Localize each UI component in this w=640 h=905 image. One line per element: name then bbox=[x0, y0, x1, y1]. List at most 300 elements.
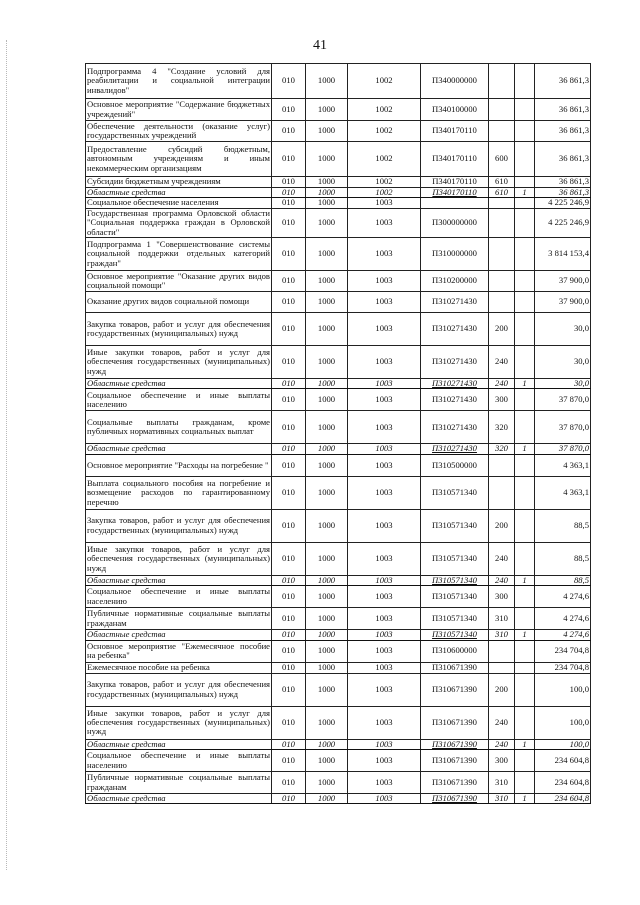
subsection-code: 1003 bbox=[348, 586, 421, 608]
target-article-code: П310671390 bbox=[421, 750, 489, 772]
target-article-code bbox=[421, 198, 489, 208]
subsection-code: 1003 bbox=[348, 575, 421, 585]
expense-type-code: 200 bbox=[489, 673, 515, 706]
subsection-code: 1003 bbox=[348, 739, 421, 749]
funding-source-code bbox=[515, 608, 535, 630]
expense-type-code: 300 bbox=[489, 750, 515, 772]
expense-name: Социальные выплаты гражданам, кроме публичных нормативных социальных выплат bbox=[86, 411, 272, 444]
table-row bbox=[86, 411, 591, 444]
funding-source-code bbox=[515, 64, 535, 99]
amount: 234 604,8 bbox=[535, 750, 591, 772]
section-code: 1000 bbox=[306, 794, 348, 804]
expense-name: Подпрограмма 4 "Создание условий для реабилитации и социальной интеграции инвалидов" bbox=[86, 64, 272, 99]
expense-name: Предоставление субсидий бюджетным, автономным учреждениям и иным некоммерческим организациям bbox=[86, 142, 272, 177]
table-row bbox=[86, 575, 591, 585]
ministry-code: 010 bbox=[272, 389, 306, 411]
target-article-code: П310571340 bbox=[421, 586, 489, 608]
ministry-code: 010 bbox=[272, 198, 306, 208]
subsection-code: 1003 bbox=[348, 608, 421, 630]
funding-source-code bbox=[515, 313, 535, 346]
funding-source-code bbox=[515, 271, 535, 292]
subsection-code: 1003 bbox=[348, 198, 421, 208]
table-row bbox=[86, 586, 591, 608]
subsection-code: 1002 bbox=[348, 188, 421, 198]
section-code: 1000 bbox=[306, 575, 348, 585]
section-code: 1000 bbox=[306, 586, 348, 608]
table-row bbox=[86, 177, 591, 188]
table-row bbox=[86, 640, 591, 662]
funding-source-code: 1 bbox=[515, 575, 535, 585]
subsection-code: 1003 bbox=[348, 509, 421, 542]
subsection-code: 1003 bbox=[348, 640, 421, 662]
section-code: 1000 bbox=[306, 238, 348, 271]
target-article-code: П310271430 bbox=[421, 292, 489, 313]
target-article-code: П310200000 bbox=[421, 271, 489, 292]
expense-type-code: 310 bbox=[489, 772, 515, 794]
target-article-code: П340170110 bbox=[421, 121, 489, 142]
subsection-code: 1003 bbox=[348, 542, 421, 575]
ministry-code: 010 bbox=[272, 772, 306, 794]
target-article-code: П310571340 bbox=[421, 509, 489, 542]
expense-name: Подпрограмма 1 "Совершенствование системы социальной поддержки отдельных категорий граждан" bbox=[86, 238, 272, 271]
expense-type-code bbox=[489, 198, 515, 208]
expense-type-code: 310 bbox=[489, 630, 515, 640]
page-number: 41 bbox=[313, 38, 327, 53]
funding-source-code bbox=[515, 198, 535, 208]
expense-name: Закупка товаров, работ и услуг для обеспечения государственных (муниципальных) нужд bbox=[86, 673, 272, 706]
section-code: 1000 bbox=[306, 706, 348, 739]
funding-source-code bbox=[515, 121, 535, 142]
expense-type-code: 600 bbox=[489, 142, 515, 177]
subsection-code: 1002 bbox=[348, 177, 421, 188]
amount: 4 363,1 bbox=[535, 476, 591, 509]
subsection-code: 1003 bbox=[348, 706, 421, 739]
expense-type-code bbox=[489, 292, 515, 313]
target-article-code: П310271430 bbox=[421, 389, 489, 411]
subsection-code: 1003 bbox=[348, 389, 421, 411]
section-code: 1000 bbox=[306, 476, 348, 509]
expense-type-code: 240 bbox=[489, 706, 515, 739]
section-code: 1000 bbox=[306, 630, 348, 640]
section-code: 1000 bbox=[306, 542, 348, 575]
amount: 30,0 bbox=[535, 379, 591, 389]
subsection-code: 1003 bbox=[348, 662, 421, 673]
funding-source-code bbox=[515, 389, 535, 411]
funding-source-code bbox=[515, 750, 535, 772]
section-code: 1000 bbox=[306, 608, 348, 630]
subsection-code: 1002 bbox=[348, 121, 421, 142]
subsection-code: 1003 bbox=[348, 379, 421, 389]
table-row bbox=[86, 64, 591, 99]
section-code: 1000 bbox=[306, 673, 348, 706]
section-code: 1000 bbox=[306, 346, 348, 379]
target-article-code: П310500000 bbox=[421, 454, 489, 476]
expense-name: Областные средства bbox=[86, 379, 272, 389]
expense-type-code: 240 bbox=[489, 379, 515, 389]
ministry-code: 010 bbox=[272, 238, 306, 271]
ministry-code: 010 bbox=[272, 542, 306, 575]
expense-type-code bbox=[489, 662, 515, 673]
amount: 36 861,3 bbox=[535, 99, 591, 121]
amount: 3 814 153,4 bbox=[535, 238, 591, 271]
ministry-code: 010 bbox=[272, 99, 306, 121]
expense-name: Социальное обеспечение населения bbox=[86, 198, 272, 208]
funding-source-code: 1 bbox=[515, 739, 535, 749]
expense-name: Субсидии бюджетным учреждениям bbox=[86, 177, 272, 188]
expense-type-code: 240 bbox=[489, 575, 515, 585]
target-article-code: П310571340 bbox=[421, 630, 489, 640]
table-row bbox=[86, 271, 591, 292]
ministry-code: 010 bbox=[272, 142, 306, 177]
target-article-code: П310671390 bbox=[421, 662, 489, 673]
expense-name: Основное мероприятие "Оказание других видов социальной помощи" bbox=[87, 270, 270, 291]
amount: 30,0 bbox=[535, 346, 591, 379]
section-code: 1000 bbox=[306, 188, 348, 198]
amount: 37 900,0 bbox=[535, 271, 591, 292]
expense-type-code bbox=[489, 121, 515, 142]
expense-type-code: 300 bbox=[489, 586, 515, 608]
table-row bbox=[86, 454, 591, 476]
target-article-code: П310671390 bbox=[421, 794, 489, 804]
amount: 4 274,6 bbox=[535, 630, 591, 640]
funding-source-code bbox=[515, 640, 535, 662]
section-code: 1000 bbox=[306, 444, 348, 454]
table-row bbox=[86, 292, 591, 313]
amount: 88,5 bbox=[535, 509, 591, 542]
section-code: 1000 bbox=[306, 64, 348, 99]
subsection-code: 1003 bbox=[348, 313, 421, 346]
funding-source-code bbox=[515, 509, 535, 542]
table-row bbox=[86, 313, 591, 346]
subsection-code: 1003 bbox=[348, 208, 421, 237]
ministry-code: 010 bbox=[272, 346, 306, 379]
expense-type-code: 200 bbox=[489, 313, 515, 346]
table-row bbox=[86, 608, 591, 630]
expense-type-code bbox=[489, 640, 515, 662]
expense-name: Выплата социального пособия на погребение и возмещение расходов по гарантированному перечню bbox=[86, 476, 272, 509]
target-article-code: П310271430 bbox=[421, 411, 489, 444]
amount: 100,0 bbox=[535, 739, 591, 749]
target-article-code: П310571340 bbox=[421, 476, 489, 509]
target-article-code: П310571340 bbox=[421, 608, 489, 630]
table-row bbox=[86, 188, 591, 198]
ministry-code: 010 bbox=[272, 586, 306, 608]
ministry-code: 010 bbox=[272, 292, 306, 313]
section-code: 1000 bbox=[306, 662, 348, 673]
target-article-code: П310571340 bbox=[421, 575, 489, 585]
amount: 234 704,8 bbox=[535, 662, 591, 673]
amount: 37 870,0 bbox=[535, 411, 591, 444]
expense-name: Областные средства bbox=[86, 188, 272, 198]
table-row bbox=[86, 379, 591, 389]
amount: 37 900,0 bbox=[535, 292, 591, 313]
ministry-code: 010 bbox=[272, 640, 306, 662]
target-article-code: П310271430 bbox=[421, 313, 489, 346]
amount: 37 870,0 bbox=[535, 389, 591, 411]
subsection-code: 1003 bbox=[348, 476, 421, 509]
subsection-code: 1003 bbox=[348, 630, 421, 640]
funding-source-code bbox=[515, 706, 535, 739]
expense-name: Областные средства bbox=[86, 575, 272, 585]
table-row bbox=[86, 542, 591, 575]
subsection-code: 1003 bbox=[348, 454, 421, 476]
table-row bbox=[86, 739, 591, 749]
expense-name: Основное мероприятие "Содержание бюджетных учреждений" bbox=[87, 99, 270, 119]
expense-type-code bbox=[489, 238, 515, 271]
ministry-code: 010 bbox=[272, 208, 306, 237]
amount: 4 225 246,9 bbox=[535, 198, 591, 208]
section-code: 1000 bbox=[306, 389, 348, 411]
funding-source-code bbox=[515, 586, 535, 608]
table-row bbox=[86, 706, 591, 739]
subsection-code: 1003 bbox=[348, 794, 421, 804]
target-article-code: П340000000 bbox=[421, 64, 489, 99]
amount: 4 274,6 bbox=[535, 586, 591, 608]
ministry-code: 010 bbox=[272, 188, 306, 198]
ministry-code: 010 bbox=[272, 64, 306, 99]
amount: 234 604,8 bbox=[535, 772, 591, 794]
expense-type-code bbox=[489, 99, 515, 121]
ministry-code: 010 bbox=[272, 313, 306, 346]
subsection-code: 1002 bbox=[348, 99, 421, 121]
section-code: 1000 bbox=[306, 379, 348, 389]
expense-name: Социальное обеспечение и иные выплаты населению bbox=[87, 750, 270, 770]
expense-name: Иные закупки товаров, работ и услуг для обеспечения государственных (муниципальных) нужд bbox=[86, 706, 272, 739]
amount: 88,5 bbox=[535, 575, 591, 585]
section-code: 1000 bbox=[306, 177, 348, 188]
section-code: 1000 bbox=[306, 271, 348, 292]
table-row bbox=[86, 750, 591, 772]
target-article-code: П340170110 bbox=[421, 142, 489, 177]
funding-source-code: 1 bbox=[515, 188, 535, 198]
target-article-code: П310271430 bbox=[421, 444, 489, 454]
amount: 36 861,3 bbox=[535, 188, 591, 198]
table-row bbox=[86, 198, 591, 208]
target-article-code: П300000000 bbox=[421, 208, 489, 237]
funding-source-code bbox=[515, 208, 535, 237]
table-row bbox=[86, 476, 591, 509]
section-code: 1000 bbox=[306, 292, 348, 313]
amount: 30,0 bbox=[535, 313, 591, 346]
section-code: 1000 bbox=[306, 142, 348, 177]
ministry-code: 010 bbox=[272, 794, 306, 804]
table-row bbox=[86, 346, 591, 379]
amount: 4 274,6 bbox=[535, 608, 591, 630]
ministry-code: 010 bbox=[272, 454, 306, 476]
expense-name: Публичные нормативные социальные выплаты гражданам bbox=[87, 608, 270, 628]
expense-type-code: 310 bbox=[489, 608, 515, 630]
ministry-code: 010 bbox=[272, 739, 306, 749]
ministry-code: 010 bbox=[272, 662, 306, 673]
expense-name: Областные средства bbox=[86, 739, 272, 749]
amount: 36 861,3 bbox=[535, 64, 591, 99]
ministry-code: 010 bbox=[272, 411, 306, 444]
funding-source-code bbox=[515, 99, 535, 121]
funding-source-code: 1 bbox=[515, 379, 535, 389]
funding-source-code: 1 bbox=[515, 630, 535, 640]
expense-name: Основное мероприятие "Ежемесячное пособие на ребенка" bbox=[87, 640, 270, 661]
table-row bbox=[86, 444, 591, 454]
target-article-code: П340170110 bbox=[421, 177, 489, 188]
amount: 37 870,0 bbox=[535, 444, 591, 454]
target-article-code: П310600000 bbox=[421, 640, 489, 662]
funding-source-code bbox=[515, 346, 535, 379]
table-row bbox=[86, 121, 591, 142]
scan-edge-marks bbox=[6, 40, 8, 870]
section-code: 1000 bbox=[306, 121, 348, 142]
expense-name: Закупка товаров, работ и услуг для обеспечения государственных (муниципальных) нужд bbox=[86, 509, 272, 542]
budget-table bbox=[85, 63, 591, 804]
amount: 234 704,8 bbox=[535, 640, 591, 662]
ministry-code: 010 bbox=[272, 509, 306, 542]
section-code: 1000 bbox=[306, 509, 348, 542]
subsection-code: 1003 bbox=[348, 772, 421, 794]
amount: 36 861,3 bbox=[535, 121, 591, 142]
expense-name: Областные средства bbox=[86, 630, 272, 640]
amount: 36 861,3 bbox=[535, 177, 591, 188]
funding-source-code bbox=[515, 411, 535, 444]
subsection-code: 1002 bbox=[348, 64, 421, 99]
target-article-code: П310671390 bbox=[421, 739, 489, 749]
subsection-code: 1003 bbox=[348, 292, 421, 313]
amount: 36 861,3 bbox=[535, 142, 591, 177]
expense-name: Ежемесячное пособие на ребенка bbox=[86, 662, 272, 673]
expense-type-code bbox=[489, 271, 515, 292]
expense-type-code: 320 bbox=[489, 411, 515, 444]
subsection-code: 1003 bbox=[348, 411, 421, 444]
table-row bbox=[86, 142, 591, 177]
ministry-code: 010 bbox=[272, 706, 306, 739]
expense-name: Основное мероприятие "Расходы на погребение " bbox=[86, 454, 272, 476]
table-row bbox=[86, 99, 591, 121]
section-code: 1000 bbox=[306, 411, 348, 444]
table-row bbox=[86, 772, 591, 794]
section-code: 1000 bbox=[306, 454, 348, 476]
ministry-code: 010 bbox=[272, 121, 306, 142]
target-article-code: П340100000 bbox=[421, 99, 489, 121]
section-code: 1000 bbox=[306, 640, 348, 662]
table-row bbox=[86, 662, 591, 673]
ministry-code: 010 bbox=[272, 476, 306, 509]
subsection-code: 1002 bbox=[348, 142, 421, 177]
section-code: 1000 bbox=[306, 750, 348, 772]
amount: 4 363,1 bbox=[535, 454, 591, 476]
expense-type-code: 300 bbox=[489, 389, 515, 411]
expense-name: Закупка товаров, работ и услуг для обеспечения государственных (муниципальных) нужд bbox=[86, 313, 272, 346]
amount: 100,0 bbox=[535, 673, 591, 706]
expense-name: Социальное обеспечение и иные выплаты населению bbox=[87, 586, 270, 606]
expense-name: Обеспечение деятельности (оказание услуг) государственных учреждений bbox=[87, 120, 270, 140]
target-article-code: П310271430 bbox=[421, 346, 489, 379]
section-code: 1000 bbox=[306, 99, 348, 121]
expense-type-code: 320 bbox=[489, 444, 515, 454]
ministry-code: 010 bbox=[272, 271, 306, 292]
target-article-code: П310671390 bbox=[421, 772, 489, 794]
subsection-code: 1003 bbox=[348, 346, 421, 379]
ministry-code: 010 bbox=[272, 379, 306, 389]
section-code: 1000 bbox=[306, 772, 348, 794]
expense-name: Областные средства bbox=[86, 794, 272, 804]
ministry-code: 010 bbox=[272, 444, 306, 454]
table-row bbox=[86, 389, 591, 411]
table-row bbox=[86, 673, 591, 706]
subsection-code: 1003 bbox=[348, 750, 421, 772]
amount: 88,5 bbox=[535, 542, 591, 575]
expense-type-code: 240 bbox=[489, 346, 515, 379]
funding-source-code: 1 bbox=[515, 444, 535, 454]
expense-type-code: 610 bbox=[489, 177, 515, 188]
section-code: 1000 bbox=[306, 208, 348, 237]
target-article-code: П310671390 bbox=[421, 673, 489, 706]
section-code: 1000 bbox=[306, 313, 348, 346]
funding-source-code bbox=[515, 673, 535, 706]
expense-type-code: 200 bbox=[489, 509, 515, 542]
expense-name: Иные закупки товаров, работ и услуг для обеспечения государственных (муниципальных) нужд bbox=[86, 542, 272, 575]
funding-source-code bbox=[515, 238, 535, 271]
ministry-code: 010 bbox=[272, 177, 306, 188]
funding-source-code: 1 bbox=[515, 794, 535, 804]
expense-name: Иные закупки товаров, работ и услуг для обеспечения государственных (муниципальных) нужд bbox=[86, 346, 272, 379]
funding-source-code bbox=[515, 177, 535, 188]
funding-source-code bbox=[515, 292, 535, 313]
expense-type-code: 240 bbox=[489, 739, 515, 749]
ministry-code: 010 bbox=[272, 575, 306, 585]
section-code: 1000 bbox=[306, 739, 348, 749]
funding-source-code bbox=[515, 142, 535, 177]
ministry-code: 010 bbox=[272, 673, 306, 706]
expense-type-code bbox=[489, 476, 515, 509]
amount: 4 225 246,9 bbox=[535, 208, 591, 237]
expense-name: Социальное обеспечение и иные выплаты населению bbox=[87, 389, 270, 409]
ministry-code: 010 bbox=[272, 630, 306, 640]
expense-name: Оказание других видов социальной помощи bbox=[86, 292, 272, 313]
expense-name: Государственная программа Орловской области "Социальная поддержка граждан в Орловской области" bbox=[87, 207, 270, 237]
subsection-code: 1003 bbox=[348, 673, 421, 706]
target-article-code: П310000000 bbox=[421, 238, 489, 271]
target-article-code: П310271430 bbox=[421, 379, 489, 389]
amount: 234 604,8 bbox=[535, 794, 591, 804]
table-row bbox=[86, 794, 591, 804]
target-article-code: П310571340 bbox=[421, 542, 489, 575]
target-article-code: П340170110 bbox=[421, 188, 489, 198]
target-article-code: П310671390 bbox=[421, 706, 489, 739]
table-row bbox=[86, 208, 591, 237]
ministry-code: 010 bbox=[272, 608, 306, 630]
expense-type-code: 310 bbox=[489, 794, 515, 804]
expense-type-code bbox=[489, 208, 515, 237]
subsection-code: 1003 bbox=[348, 444, 421, 454]
expense-type-code bbox=[489, 454, 515, 476]
table-row bbox=[86, 630, 591, 640]
subsection-code: 1003 bbox=[348, 238, 421, 271]
funding-source-code bbox=[515, 454, 535, 476]
funding-source-code bbox=[515, 476, 535, 509]
table-row bbox=[86, 509, 591, 542]
expense-type-code bbox=[489, 64, 515, 99]
amount: 100,0 bbox=[535, 706, 591, 739]
expense-name: Публичные нормативные социальные выплаты гражданам bbox=[87, 772, 270, 792]
section-code: 1000 bbox=[306, 198, 348, 208]
expense-type-code: 240 bbox=[489, 542, 515, 575]
expense-name: Областные средства bbox=[86, 444, 272, 454]
table-row bbox=[86, 238, 591, 271]
funding-source-code bbox=[515, 542, 535, 575]
subsection-code: 1003 bbox=[348, 271, 421, 292]
funding-source-code bbox=[515, 772, 535, 794]
ministry-code: 010 bbox=[272, 750, 306, 772]
budget-table-body bbox=[86, 64, 591, 804]
funding-source-code bbox=[515, 662, 535, 673]
